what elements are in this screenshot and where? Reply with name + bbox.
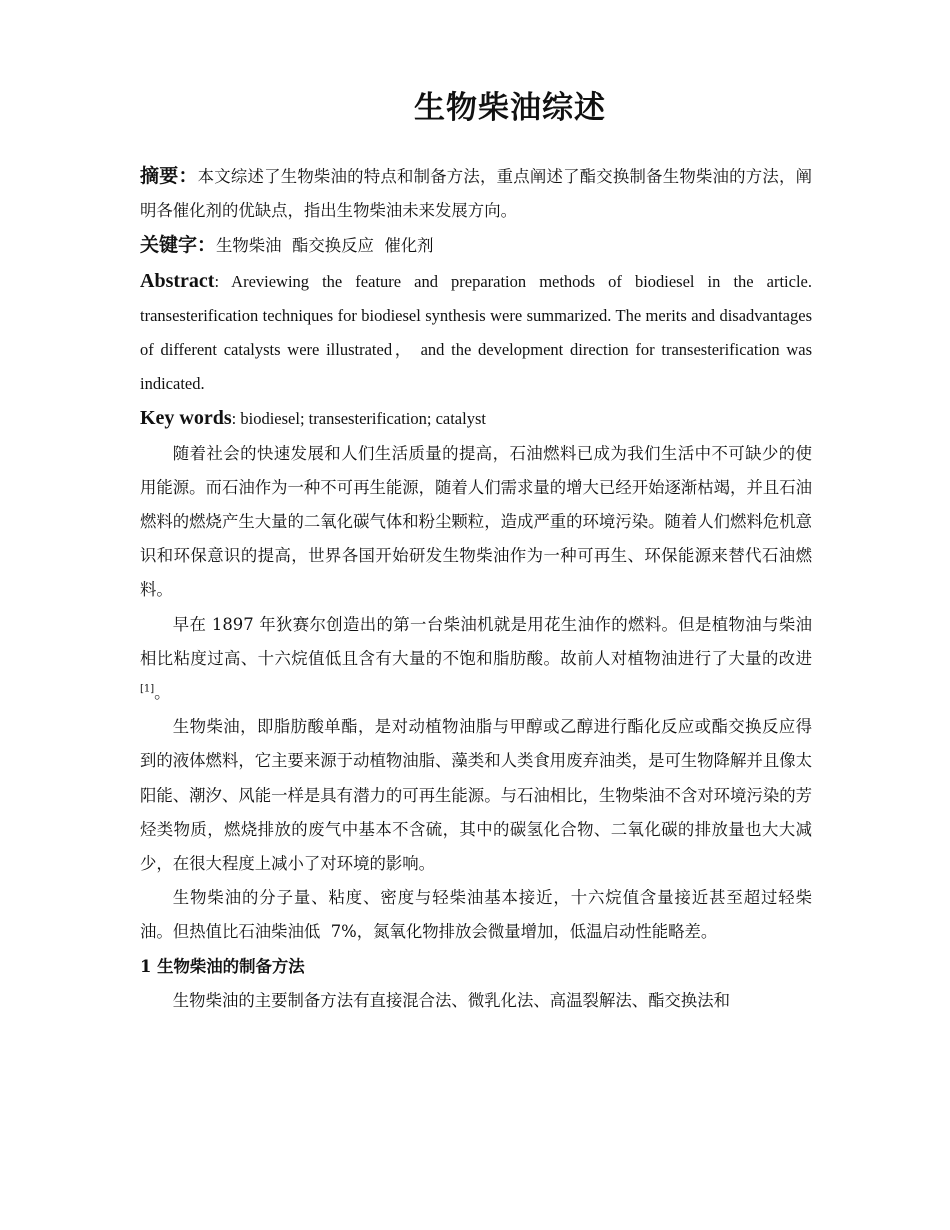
document-body: [140, 159, 812, 1018]
paragraph-5: 生物柴油的主要制备方法有直接混合法、微乳化法、高温裂解法、酯交换法和: [172, 990, 731, 1010]
section-heading-1: 1 生物柴油的制备方法: [140, 956, 305, 976]
abstract-cn: [140, 159, 812, 228]
keywords-cn: [140, 228, 812, 263]
abstract-en: [140, 264, 812, 402]
paragraph-4: 生物柴油的分子量、粘度、密度与轻柴油基本接近，十六烷值含量接近甚至超过轻柴油。但热值比石油柴油低 7%，氮氧化物排放会微量增加，低温启动性能略差。: [140, 888, 812, 942]
citation-ref: [1]: [140, 683, 155, 695]
abstract-cn-text: 本文综述了生物柴油的特点和制备方法，重点阐述了酯交换制备生物柴油的方法，阐明各催化剂的优缺点，指出生物柴油未来发展方向。: [140, 167, 812, 221]
keywords-en-text: : biodiesel; transesterification; catalyst: [231, 409, 486, 429]
keywords-cn-text: 生物柴油 酯交换反应 催化剂: [216, 236, 434, 256]
paragraph-3: 生物柴油，即脂肪酸单酯，是对动植物油脂与甲醇或乙醇进行酯化反应或酯交换反应得到的液体燃料，它主要来源于动植物油脂、藻类和人类食用废弃油类，是可生物降解并且像太阳能、潮汐、风能一样是具有潜力的可再生能源。与石油相比，生物柴油不含对环境污染的芳烃类物质，燃烧排放的废气中基本不含硫，其中的碳氢化合物、二氧化碳的排放量也大大减少，在很大程度上减小了对环境的影响。: [140, 717, 813, 874]
keywords-cn-label: 关键字：: [140, 234, 217, 257]
paragraph-1: 随着社会的快速发展和人们生活质量的提高，石油燃料已成为我们生活中不可缺少的使用能源。而石油作为一种不可再生能源，随着人们需求量的增大已经开始逐渐枯竭，并且石油燃料的燃烧产生大量的二氧化碳气体和粉尘颗粒，造成严重的环境污染。随着人们燃料危机意识和环保意识的提高，世界各国开始研发生物柴油作为一种可再生、环保能源来替代石油燃料。: [140, 443, 813, 600]
keywords-en-label: Key words: [140, 407, 232, 430]
paragraph-2-end: 。: [154, 683, 171, 703]
keywords-en: [140, 401, 812, 436]
abstract-en-label: Abstract: [140, 269, 215, 292]
abstract-cn-label: 摘要：: [140, 165, 198, 187]
abstract-en-text: : Areviewing the feature and preparation methods of biodiesel in the article. transesterification techniques for biodiesel synthesis were summarized. The merits and disadvantages of different catalysts were illustrated， and the development direction for transesterification was indicated.: [140, 271, 812, 394]
paragraph-2-text: 早在 1897 年狄赛尔创造出的第一台柴油机就是用花生油作的燃料。但是植物油与柴油相比粘度过高、十六烷值低且含有大量的不饱和脂肪酸。故前人对植物油进行了大量的改进: [140, 614, 812, 668]
paragraph-2: [140, 608, 812, 711]
document-title: 生物柴油综述: [414, 90, 606, 126]
